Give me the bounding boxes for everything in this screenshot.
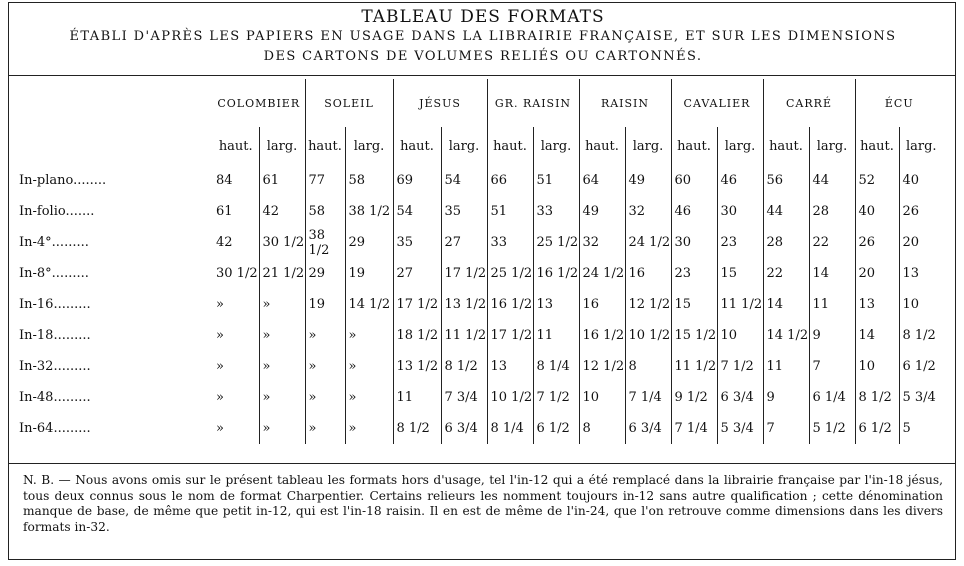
table-cell: » [213, 382, 259, 413]
table-row [15, 320, 943, 351]
dimension-header-haut: haut. [763, 127, 809, 165]
table-row [15, 196, 943, 227]
header-divider [9, 75, 955, 76]
table-cell: 30 [671, 227, 717, 258]
table-cell: 19 [345, 258, 393, 289]
table-row [15, 351, 943, 382]
row-label: In-32......... [19, 359, 91, 374]
table-cell: 58 [305, 196, 345, 227]
table-cell: 32 [625, 196, 671, 227]
table-cell: 10 1/2 [487, 382, 533, 413]
table-cell: 15 [717, 258, 763, 289]
table-cell: 8 [625, 351, 671, 382]
table-cell: » [259, 413, 305, 444]
row-label: In-plano........ [19, 173, 107, 188]
row-label: In-64......... [19, 421, 91, 436]
format-raisin: RAISIN [579, 79, 671, 127]
table-cell: 24 1/2 [625, 227, 671, 258]
table-cell: » [305, 351, 345, 382]
table-cell: 8 1/2 [393, 413, 441, 444]
table-cell: 46 [717, 165, 763, 196]
table-cell: 10 [855, 351, 899, 382]
table-cell: 10 1/2 [625, 320, 671, 351]
table-cell: 12 1/2 [579, 351, 625, 382]
table-cell: 69 [393, 165, 441, 196]
table-cell: » [345, 413, 393, 444]
table-cell: 23 [717, 227, 763, 258]
table-cell: 7 [809, 351, 855, 382]
blank-label-cell [15, 127, 213, 165]
table-row [15, 227, 943, 258]
table-cell: 11 [763, 351, 809, 382]
table-cell: » [259, 382, 305, 413]
table-cell: 10 [717, 320, 763, 351]
table-cell: 11 1/2 [717, 289, 763, 320]
row-label: In-18......... [19, 328, 91, 343]
dimension-header-larg: larg. [809, 127, 855, 165]
table-cell: 13 1/2 [393, 351, 441, 382]
table-cell: 16 1/2 [579, 320, 625, 351]
row-label: In-16......... [19, 297, 91, 312]
table-cell: 7 1/2 [533, 382, 579, 413]
note-divider [9, 463, 955, 464]
format-table [15, 79, 943, 444]
dimension-header-larg: larg. [345, 127, 393, 165]
table-cell: 6 3/4 [717, 382, 763, 413]
table-cell: 19 [305, 289, 345, 320]
table-cell: 13 [855, 289, 899, 320]
table-cell: » [305, 413, 345, 444]
table-cell: 66 [487, 165, 533, 196]
table-cell: 33 [487, 227, 533, 258]
dimension-header-larg: larg. [259, 127, 305, 165]
table-cell: 38 1/2 [305, 227, 345, 258]
table-cell: 11 [533, 320, 579, 351]
table-cell: 21 1/2 [259, 258, 305, 289]
table-cell: » [213, 413, 259, 444]
table-cell: 46 [671, 196, 717, 227]
table-cell: 27 [393, 258, 441, 289]
dimension-header-larg: larg. [625, 127, 671, 165]
table-cell: 28 [809, 196, 855, 227]
dimension-header-haut: haut. [393, 127, 441, 165]
table-cell: 7 [763, 413, 809, 444]
table-cell: 8 1/2 [902, 328, 936, 343]
table-cell: 10 [902, 297, 920, 312]
table-cell: 35 [393, 227, 441, 258]
table-cell: 49 [579, 196, 625, 227]
table-cell: 38 1/2 [345, 196, 393, 227]
table-cell: 11 [809, 289, 855, 320]
table-cell: 54 [393, 196, 441, 227]
table-cell: 9 1/2 [671, 382, 717, 413]
table-cell: 7 3/4 [441, 382, 487, 413]
table-cell: 30 1/2 [213, 258, 259, 289]
table-cell: » [213, 351, 259, 382]
table-cell: 29 [345, 227, 393, 258]
dimension-header-haut: haut. [855, 127, 899, 165]
table-cell: 58 [345, 165, 393, 196]
table-cell: » [259, 320, 305, 351]
dimension-header-haut: haut. [579, 127, 625, 165]
table-row [15, 258, 943, 289]
table-cell: 11 1/2 [671, 351, 717, 382]
table-cell: 14 1/2 [763, 320, 809, 351]
table-cell: 6 3/4 [625, 413, 671, 444]
row-label: In-48......... [19, 390, 91, 405]
table-cell: 13 [902, 266, 920, 281]
table-cell: 51 [487, 196, 533, 227]
row-label: In-4°......... [19, 235, 89, 250]
table-cell: 14 [855, 320, 899, 351]
table-row [15, 413, 943, 444]
format-jesus: JÉSUS [393, 79, 487, 127]
table-cell: » [305, 320, 345, 351]
table-cell: 23 [671, 258, 717, 289]
dimension-header-haut: haut. [213, 127, 259, 165]
table-cell: 26 [855, 227, 899, 258]
table-cell: 13 [533, 289, 579, 320]
table-cell: 56 [763, 165, 809, 196]
table-cell: 17 1/2 [441, 258, 487, 289]
table-cell: 26 [902, 204, 920, 219]
table-cell: 22 [763, 258, 809, 289]
format-colombier: COLOMBIER [213, 79, 305, 127]
table-cell: 8 1/4 [533, 351, 579, 382]
format-soleil: SOLEIL [305, 79, 393, 127]
format-cavalier: CAVALIER [671, 79, 763, 127]
table-cell: » [345, 351, 393, 382]
table-cell: 40 [902, 173, 920, 188]
table-cell: 44 [763, 196, 809, 227]
table-cell: 17 1/2 [393, 289, 441, 320]
dimension-header-larg: larg. [717, 127, 763, 165]
table-cell: 33 [533, 196, 579, 227]
table-cell: 30 1/2 [259, 227, 305, 258]
table-cell: 32 [579, 227, 625, 258]
table-cell: 6 3/4 [441, 413, 487, 444]
dimension-header-haut: haut. [487, 127, 533, 165]
table-cell: 30 [717, 196, 763, 227]
table-cell: 49 [625, 165, 671, 196]
table-cell: 16 1/2 [533, 258, 579, 289]
table-cell: 9 [809, 320, 855, 351]
row-label: In-folio....... [19, 204, 95, 219]
row-label: In-8°......... [19, 266, 89, 281]
table-row [15, 289, 943, 320]
format-grand-raisin: GR. RAISIN [487, 79, 579, 127]
table-cell: » [305, 382, 345, 413]
table-cell: 14 1/2 [345, 289, 393, 320]
blank-corner [15, 79, 213, 127]
table-cell: » [259, 351, 305, 382]
table-row [15, 382, 943, 413]
table-cell: 44 [809, 165, 855, 196]
table-cell: 7 1/4 [671, 413, 717, 444]
table-cell: 42 [259, 196, 305, 227]
table-cell: 40 [855, 196, 899, 227]
table-row [15, 165, 943, 196]
table-cell: 20 [855, 258, 899, 289]
table-cell: 60 [671, 165, 717, 196]
table-cell: 15 [671, 289, 717, 320]
table-cell: 13 1/2 [441, 289, 487, 320]
dimension-header-haut: haut. [671, 127, 717, 165]
table-cell: 5 3/4 [902, 390, 936, 405]
table-cell: 16 [579, 289, 625, 320]
table-cell: 35 [441, 196, 487, 227]
subtitle-line-2: DES CARTONS DE VOLUMES RELIÉS OU CARTONNÉS. [263, 49, 703, 64]
table-cell: 6 1/4 [809, 382, 855, 413]
table-cell: 24 1/2 [579, 258, 625, 289]
table-cell: 13 [487, 351, 533, 382]
format-ecu: ÉCU [884, 96, 914, 110]
table-cell: 42 [213, 227, 259, 258]
table-cell: 52 [855, 165, 899, 196]
table-cell: 5 1/2 [809, 413, 855, 444]
table-cell: 12 1/2 [625, 289, 671, 320]
table-cell: 51 [533, 165, 579, 196]
table-cell: 22 [809, 227, 855, 258]
table-cell: 16 [625, 258, 671, 289]
table-cell: 25 1/2 [533, 227, 579, 258]
table-cell: 9 [763, 382, 809, 413]
table-cell: 11 [393, 382, 441, 413]
format-carre: CARRÉ [763, 79, 855, 127]
table-cell: 5 3/4 [717, 413, 763, 444]
table-cell: 11 1/2 [441, 320, 487, 351]
table-cell: 27 [441, 227, 487, 258]
dimension-header-larg: larg. [533, 127, 579, 165]
table-cell: 17 1/2 [487, 320, 533, 351]
table-cell: 18 1/2 [393, 320, 441, 351]
table-cell: 5 [902, 421, 911, 436]
table-cell: 28 [763, 227, 809, 258]
table-cell: 15 1/2 [671, 320, 717, 351]
dimension-header-haut: haut. [305, 127, 345, 165]
table-cell: 6 1/2 [533, 413, 579, 444]
page-title: TABLEAU DES FORMATS [361, 7, 605, 27]
table-cell: 6 1/2 [855, 413, 899, 444]
table-cell: 8 1/2 [441, 351, 487, 382]
table-cell: 54 [441, 165, 487, 196]
table-cell: 64 [579, 165, 625, 196]
table-cell: 8 1/2 [855, 382, 899, 413]
subtitle-line-1: ÉTABLI D'APRÈS LES PAPIERS EN USAGE DANS LA LIBRAIRIE FRANÇAISE, ET SUR LES DIMENSIONS [69, 29, 897, 44]
dimension-header-larg: larg. [905, 138, 937, 154]
dimension-header-row [15, 127, 943, 165]
table-cell: 20 [902, 235, 920, 250]
format-header-row [15, 79, 943, 127]
table-cell: » [345, 320, 393, 351]
table-cell: 6 1/2 [902, 359, 936, 374]
table-cell: 61 [259, 165, 305, 196]
format-table-frame [8, 2, 956, 560]
table-cell: 8 1/4 [487, 413, 533, 444]
footnote: N. B. — Nous avons omis sur le présent tableau les formats hors d'usage, tel l'in-12 qui a été remplacé dans la librairie française par l'in-18 jésus, tous deux connus sous le nom de format Charpentier. Certains relieurs les nomment toujours in-12 sans autre qualification ; cette dénomination manque de base, de même que petit in-12, qui est l'in-18 raisin. Il en est de même de l'in-24, que l'on retrouve comme dimensions dans les divers formats in-32. [23, 473, 943, 534]
dimension-header-larg: larg. [441, 127, 487, 165]
table-cell: » [213, 289, 259, 320]
table-cell: » [345, 382, 393, 413]
table-cell: 14 [809, 258, 855, 289]
table-cell: 84 [213, 165, 259, 196]
table-cell: 7 1/4 [625, 382, 671, 413]
table-cell: 8 [579, 413, 625, 444]
table-cell: 10 [579, 382, 625, 413]
table-cell: 7 1/2 [717, 351, 763, 382]
table-cell: 16 1/2 [487, 289, 533, 320]
table-cell: 14 [763, 289, 809, 320]
table-cell: 77 [305, 165, 345, 196]
table-cell: » [213, 320, 259, 351]
table-cell: 25 1/2 [487, 258, 533, 289]
table-cell: 61 [213, 196, 259, 227]
table-cell: 29 [305, 258, 345, 289]
table-cell: » [259, 289, 305, 320]
